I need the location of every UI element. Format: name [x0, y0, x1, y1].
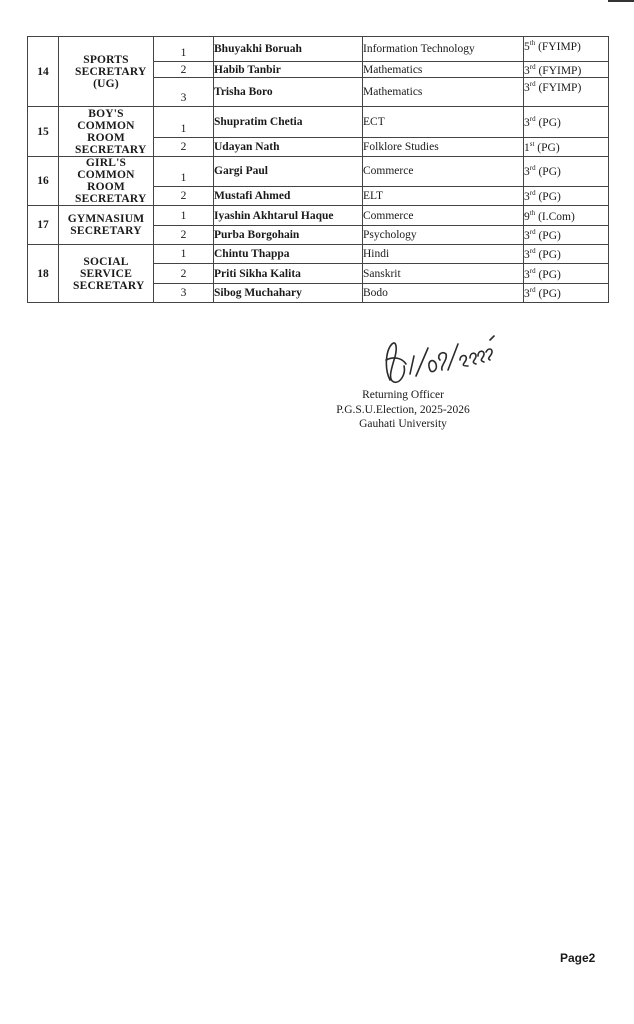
department: Mathematics — [363, 62, 524, 78]
department: Sanskrit — [363, 264, 524, 284]
candidate-name: Mustafi Ahmed — [214, 186, 363, 205]
table-row — [28, 157, 609, 187]
semester: 3rd (PG) — [524, 284, 609, 303]
department: Information Technology — [363, 37, 524, 62]
page-number: Page2 — [560, 951, 596, 965]
department: Folklore Studies — [363, 138, 524, 157]
semester: 9th (I.Com) — [524, 206, 609, 226]
rank: 1 — [154, 206, 214, 226]
signature — [376, 330, 496, 390]
department: Commerce — [363, 206, 524, 226]
department: Bodo — [363, 284, 524, 303]
candidate-name: Bhuyakhi Boruah — [214, 37, 363, 62]
post-title: SPORTS SECRETARY (UG) — [59, 37, 154, 107]
candidate-name: Priti Sikha Kalita — [214, 264, 363, 284]
serial-number: 14 — [28, 37, 59, 107]
signature-strokes — [386, 336, 494, 382]
table-row — [28, 206, 609, 226]
corner-scan-line — [608, 0, 634, 2]
department: ELT — [363, 186, 524, 205]
results-table — [27, 36, 609, 303]
semester: 3rd (PG) — [524, 186, 609, 205]
semester: 3rd (PG) — [524, 245, 609, 264]
department: Psychology — [363, 226, 524, 245]
candidate-name: Udayan Nath — [214, 138, 363, 157]
serial-number: 18 — [28, 245, 59, 303]
semester: 3rd (PG) — [524, 107, 609, 138]
rank: 2 — [154, 186, 214, 205]
semester: 3rd (FYIMP) — [524, 78, 609, 107]
post-title: BOY'S COMMON ROOM SECRETARY — [59, 107, 154, 157]
serial-number: 15 — [28, 107, 59, 157]
rank: 3 — [154, 284, 214, 303]
semester: 5th (FYIMP) — [524, 37, 609, 62]
candidate-name: Chintu Thappa — [214, 245, 363, 264]
candidate-name: Sibog Muchahary — [214, 284, 363, 303]
table-row — [28, 107, 609, 138]
candidate-name: Gargi Paul — [214, 157, 363, 187]
university-name: Gauhati University — [359, 418, 447, 430]
candidate-name: Trisha Boro — [214, 78, 363, 107]
election-name: P.G.S.U.Election, 2025-2026 — [336, 403, 470, 416]
rank: 1 — [154, 245, 214, 264]
semester: 3rd (PG) — [524, 157, 609, 187]
rank: 2 — [154, 264, 214, 284]
candidate-name: Habib Tanbir — [214, 62, 363, 78]
rank: 3 — [154, 78, 214, 107]
post-title: GYMNASIUM SECRETARY — [59, 206, 154, 245]
semester: 1st (PG) — [524, 138, 609, 157]
rank: 1 — [154, 37, 214, 62]
serial-number: 17 — [28, 206, 59, 245]
semester: 3rd (FYIMP) — [524, 62, 609, 78]
rank: 2 — [154, 226, 214, 245]
semester: 3rd (PG) — [524, 226, 609, 245]
department: ECT — [363, 107, 524, 138]
rank: 2 — [154, 138, 214, 157]
department: Mathematics — [363, 78, 524, 107]
officer-title: Returning Officer — [362, 389, 444, 401]
rank: 2 — [154, 62, 214, 78]
candidate-name: Purba Borgohain — [214, 226, 363, 245]
department: Hindi — [363, 245, 524, 264]
post-title: SOCIAL SERVICE SECRETARY — [59, 245, 154, 303]
semester: 3rd (PG) — [524, 264, 609, 284]
candidate-name: Iyashin Akhtarul Haque — [214, 206, 363, 226]
candidate-name: Shupratim Chetia — [214, 107, 363, 138]
rank: 1 — [154, 157, 214, 187]
returning-officer-block — [318, 388, 488, 432]
rank: 1 — [154, 107, 214, 138]
department: Commerce — [363, 157, 524, 187]
table-row — [28, 245, 609, 264]
table-row — [28, 37, 609, 62]
serial-number: 16 — [28, 157, 59, 206]
post-title: GIRL'S COMMON ROOM SECRETARY — [59, 157, 154, 206]
